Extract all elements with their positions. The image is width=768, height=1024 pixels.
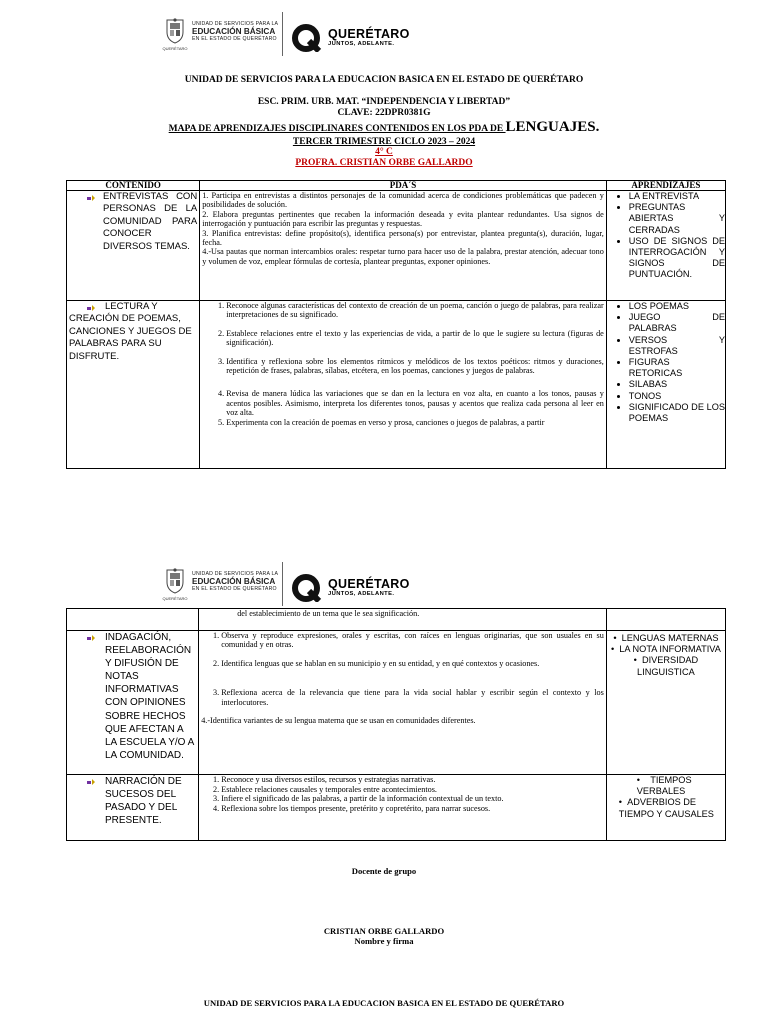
table-row — [67, 775, 726, 841]
pda-item: 1. Reconoce y usa diversos estilos, recursos y estrategias narrativas. — [221, 775, 604, 785]
aprendizajes-cell — [606, 775, 725, 841]
aprendizaje-item: • LA NOTA INFORMATIVA — [610, 644, 721, 655]
aprendizaje-item: • LA ENTREVISTA — [629, 191, 725, 202]
aprendizaje-item: • ADVERBIOS DE TIEMPO Y CAUSALES — [618, 797, 714, 819]
aprendizaje-item: • VERSOS Y ESTROFAS — [629, 335, 725, 357]
trimestre: TERCER TRIMESTRE CICLO 2023 – 2024 — [292, 137, 476, 147]
arrow-bullet-icon — [87, 634, 95, 642]
aprendizajes-cell — [606, 631, 725, 775]
usebeq-line2: EDUCACIÓN BÁSICA — [192, 576, 276, 586]
aprendizaje-item: • LENGUAS MATERNAS — [613, 633, 719, 643]
logo-header — [0, 10, 768, 60]
pda-cell — [200, 301, 607, 469]
header-contenido: CONTENIDO — [67, 181, 200, 191]
institution-title: UNIDAD DE SERVICIOS PARA LA EDUCACION BASICA EN EL ESTADO DE QUERÉTARO — [184, 75, 584, 85]
pda-item: 2. Establece relaciones causales y temporales entre acontecimientos. — [221, 785, 604, 795]
arrow-bullet-icon — [87, 778, 95, 786]
contenido-cell — [67, 301, 200, 469]
contenido-text: ENTREVISTAS CON PERSONAS DE LA COMUNIDAD PARA CONOCER DIVERSOS TEMAS. — [103, 191, 198, 252]
seal-caption: QUERÉTARO — [162, 46, 188, 51]
pda-item: 3. Reflexiona acerca de la relevancia que tiene para la vida social hablar y escribir según el contexto y los interlocutores. — [221, 688, 604, 707]
pda-item: 3. Infiere el significado de las palabras, a partir de la información contextual de un texto. — [221, 794, 604, 804]
table-row-continuation — [67, 609, 726, 631]
pda-item: 3. Identifica y reflexiona sobre los elementos rítmicos y melódicos de los textos poéticos: ritmos y duraciones, repetición de frases, palabras, sílabas, etcétera, en los poemas, canciones y juegos de palabras. — [226, 357, 604, 376]
header-pdas: PDA´S — [200, 181, 607, 191]
table-row — [67, 631, 726, 775]
queretaro-q-icon — [292, 574, 322, 602]
aprendizaje-item: • FIGURAS RETORICAS — [629, 357, 725, 379]
aprendizaje-item: • USO DE SIGNOS DE INTERROGACIÓN Y SIGNOS DE PUNTUACIÓN. — [629, 236, 725, 281]
pda-table-page1 — [66, 180, 726, 469]
queretaro-slogan: JUNTOS, ADELANTE. — [328, 41, 395, 47]
mapa-subject: LENGUAJES. — [505, 119, 600, 135]
aprendizajes-cell — [606, 301, 725, 469]
aprendizaje-item: • TONOS — [629, 391, 725, 402]
table-row — [67, 191, 726, 301]
pda-item: 1. Observa y reproduce expresiones, orales y escritas, con raíces en lenguas originarias, que son usuales en su comunidad y en otras. — [221, 631, 604, 650]
queretaro-seal-icon — [162, 568, 188, 601]
pda-item: 1. Reconoce algunas características del contexto de creación de un poema, canción o juego de palabras, para realizar interpretaciones de su significado. — [226, 301, 604, 320]
aprendizaje-item: • JUEGO DE PALABRAS — [629, 312, 725, 334]
pda-cell — [200, 191, 607, 301]
contenido-cell — [67, 631, 199, 775]
aprendizaje-item: • SIGNIFICADO DE LOS POEMAS — [629, 402, 725, 424]
aprendizaje-item: • LOS POEMAS — [629, 301, 725, 312]
table-row — [67, 301, 726, 469]
usebeq-line1: UNIDAD DE SERVICIOS PARA LA — [192, 570, 279, 577]
arrow-bullet-icon — [87, 304, 95, 312]
grado: 4° C — [375, 147, 393, 157]
aprendizajes-cell — [606, 191, 725, 301]
mapa-prefix: MAPA DE APRENDIZAJES DISCIPLINARES CONTENIDOS EN LOS PDA DE — [168, 124, 506, 134]
usebeq-line3: EN EL ESTADO DE QUERÉTARO — [192, 35, 277, 42]
pda-item: 2. Elabora preguntas pertinentes que recaben la información deseada y evita plantear redundantes. Usa signos de interrogación y puntuación para escribir las preguntas y respuestas. — [202, 209, 604, 229]
profesora: PROFRA. CRISTIAN ORBE GALLARDO — [295, 158, 473, 168]
mapa-title — [0, 119, 768, 135]
footer-institution: UNIDAD DE SERVICIOS PARA LA EDUCACION BASICA EN EL ESTADO DE QUERÉTARO — [203, 998, 565, 1008]
pda-item: 4. Reflexiona sobre los tiempos presente, pretérito y copretérito, para narrar sucesos. — [221, 804, 604, 814]
queretaro-slogan: JUNTOS, ADELANTE. — [328, 591, 395, 597]
contenido-text: LECTURA Y CREACIÓN DE POEMAS, CANCIONES Y JUEGOS DE PALABRAS PARA SU DISFRUTE. — [69, 301, 192, 362]
queretaro-q-icon — [292, 24, 322, 52]
pda-item: 4. Revisa de manera lúdica las variaciones que se dan en la lectura en voz alta, en cuanto a los tonos, pausas y acentos posibles. Asimismo, interpreta los diferentes tonos, pausas y acentos que realiza cada persona al leer en voz alta. — [226, 389, 604, 417]
pda-item: 3. Planifica entrevistas: define propósito(s), identifica persona(s) por entrevistar, plantea pregunta(s), duración, lugar, fecha. — [202, 228, 604, 248]
docente-name: CRISTIAN ORBE GALLARDO — [323, 926, 445, 936]
usebeq-logo — [162, 568, 279, 601]
contenido-text: INDAGACIÓN, REELABORACIÓN Y DIFUSIÓN DE NOTAS INFORMATIVAS CON OPINIONES SOBRE HECHOS QUE AFECTAN A LA ESCUELA Y/O A LA COMUNIDAD. — [105, 632, 194, 761]
queretaro-logo — [292, 574, 410, 602]
usebeq-line3: EN EL ESTADO DE QUERÉTARO — [192, 585, 277, 592]
logo-divider — [282, 12, 283, 56]
table-header-row — [67, 181, 726, 191]
pda-cell — [199, 775, 607, 841]
contenido-text: NARRACIÓN DE SUCESOS DEL PASADO Y DEL PRESENTE. — [105, 776, 182, 827]
usebeq-logo — [162, 18, 279, 51]
logo-header-page2 — [0, 560, 768, 610]
pda-item: 2. Establece relaciones entre el texto y las experiencias de vida, a partir de lo que le sugiere su lectura (figuras de significación). — [226, 329, 604, 348]
arrow-bullet-icon — [87, 194, 95, 202]
firma-label: Nombre y firma — [354, 936, 414, 946]
pda-item: 5. Experimenta con la creación de poemas en verso y prosa, canciones o juegos de palabras, a partir — [226, 418, 604, 427]
pda-item: 4.-Identifica variantes de su lengua materna que se usan en comunidades diferentes. — [201, 716, 476, 726]
header-aprendizajes: APRENDIZAJES — [606, 181, 725, 191]
usebeq-line2: EDUCACIÓN BÁSICA — [192, 26, 276, 36]
aprendizaje-item: • DIVERSIDAD LINGUISTICA — [633, 655, 699, 677]
queretaro-name: QUERÉTARO — [328, 27, 410, 41]
docente-label: Docente de grupo — [351, 866, 417, 876]
pda-cell — [199, 631, 607, 775]
aprendizaje-item: • PREGUNTAS ABIERTAS Y CERRADAS — [629, 202, 725, 236]
pda-item: 1. Participa en entrevistas a distintos personajes de la comunidad acerca de condiciones problemáticas que padecen y posibilidades de solución. — [202, 191, 604, 210]
usebeq-line1: UNIDAD DE SERVICIOS PARA LA — [192, 20, 279, 27]
pda-item: 4.-Usa pautas que norman intercambios orales: respetar turno para hacer uso de la palabra, prestar atención, adecuar tono y volumen de voz, emplear fórmulas de cortesía, plantear preguntas, exponer opiniones. — [202, 247, 604, 266]
seal-caption: QUERÉTARO — [162, 596, 188, 601]
pda-table-page2 — [66, 608, 726, 841]
pda-item: 2. Identifica lenguas que se hablan en su municipio y en su entidad, y en qué contextos y ocasiones. — [221, 659, 604, 668]
aprendizaje-item: • SILABAS — [629, 379, 725, 390]
logo-divider — [282, 562, 283, 606]
school-name: ESC. PRIM. URB. MAT. “INDEPENDENCIA Y LIBERTAD” — [257, 97, 511, 107]
aprendizaje-item: • TIEMPOS VERBALES — [636, 775, 692, 797]
contenido-cell — [67, 775, 199, 841]
school-clave: CLAVE: 22DPR0381G — [337, 108, 431, 118]
queretaro-logo — [292, 24, 410, 52]
queretaro-seal-icon — [162, 18, 188, 51]
pda-continuation: del establecimiento de un tema que le sea significación. — [199, 609, 607, 631]
queretaro-name: QUERÉTARO — [328, 577, 410, 591]
contenido-cell — [67, 191, 200, 301]
